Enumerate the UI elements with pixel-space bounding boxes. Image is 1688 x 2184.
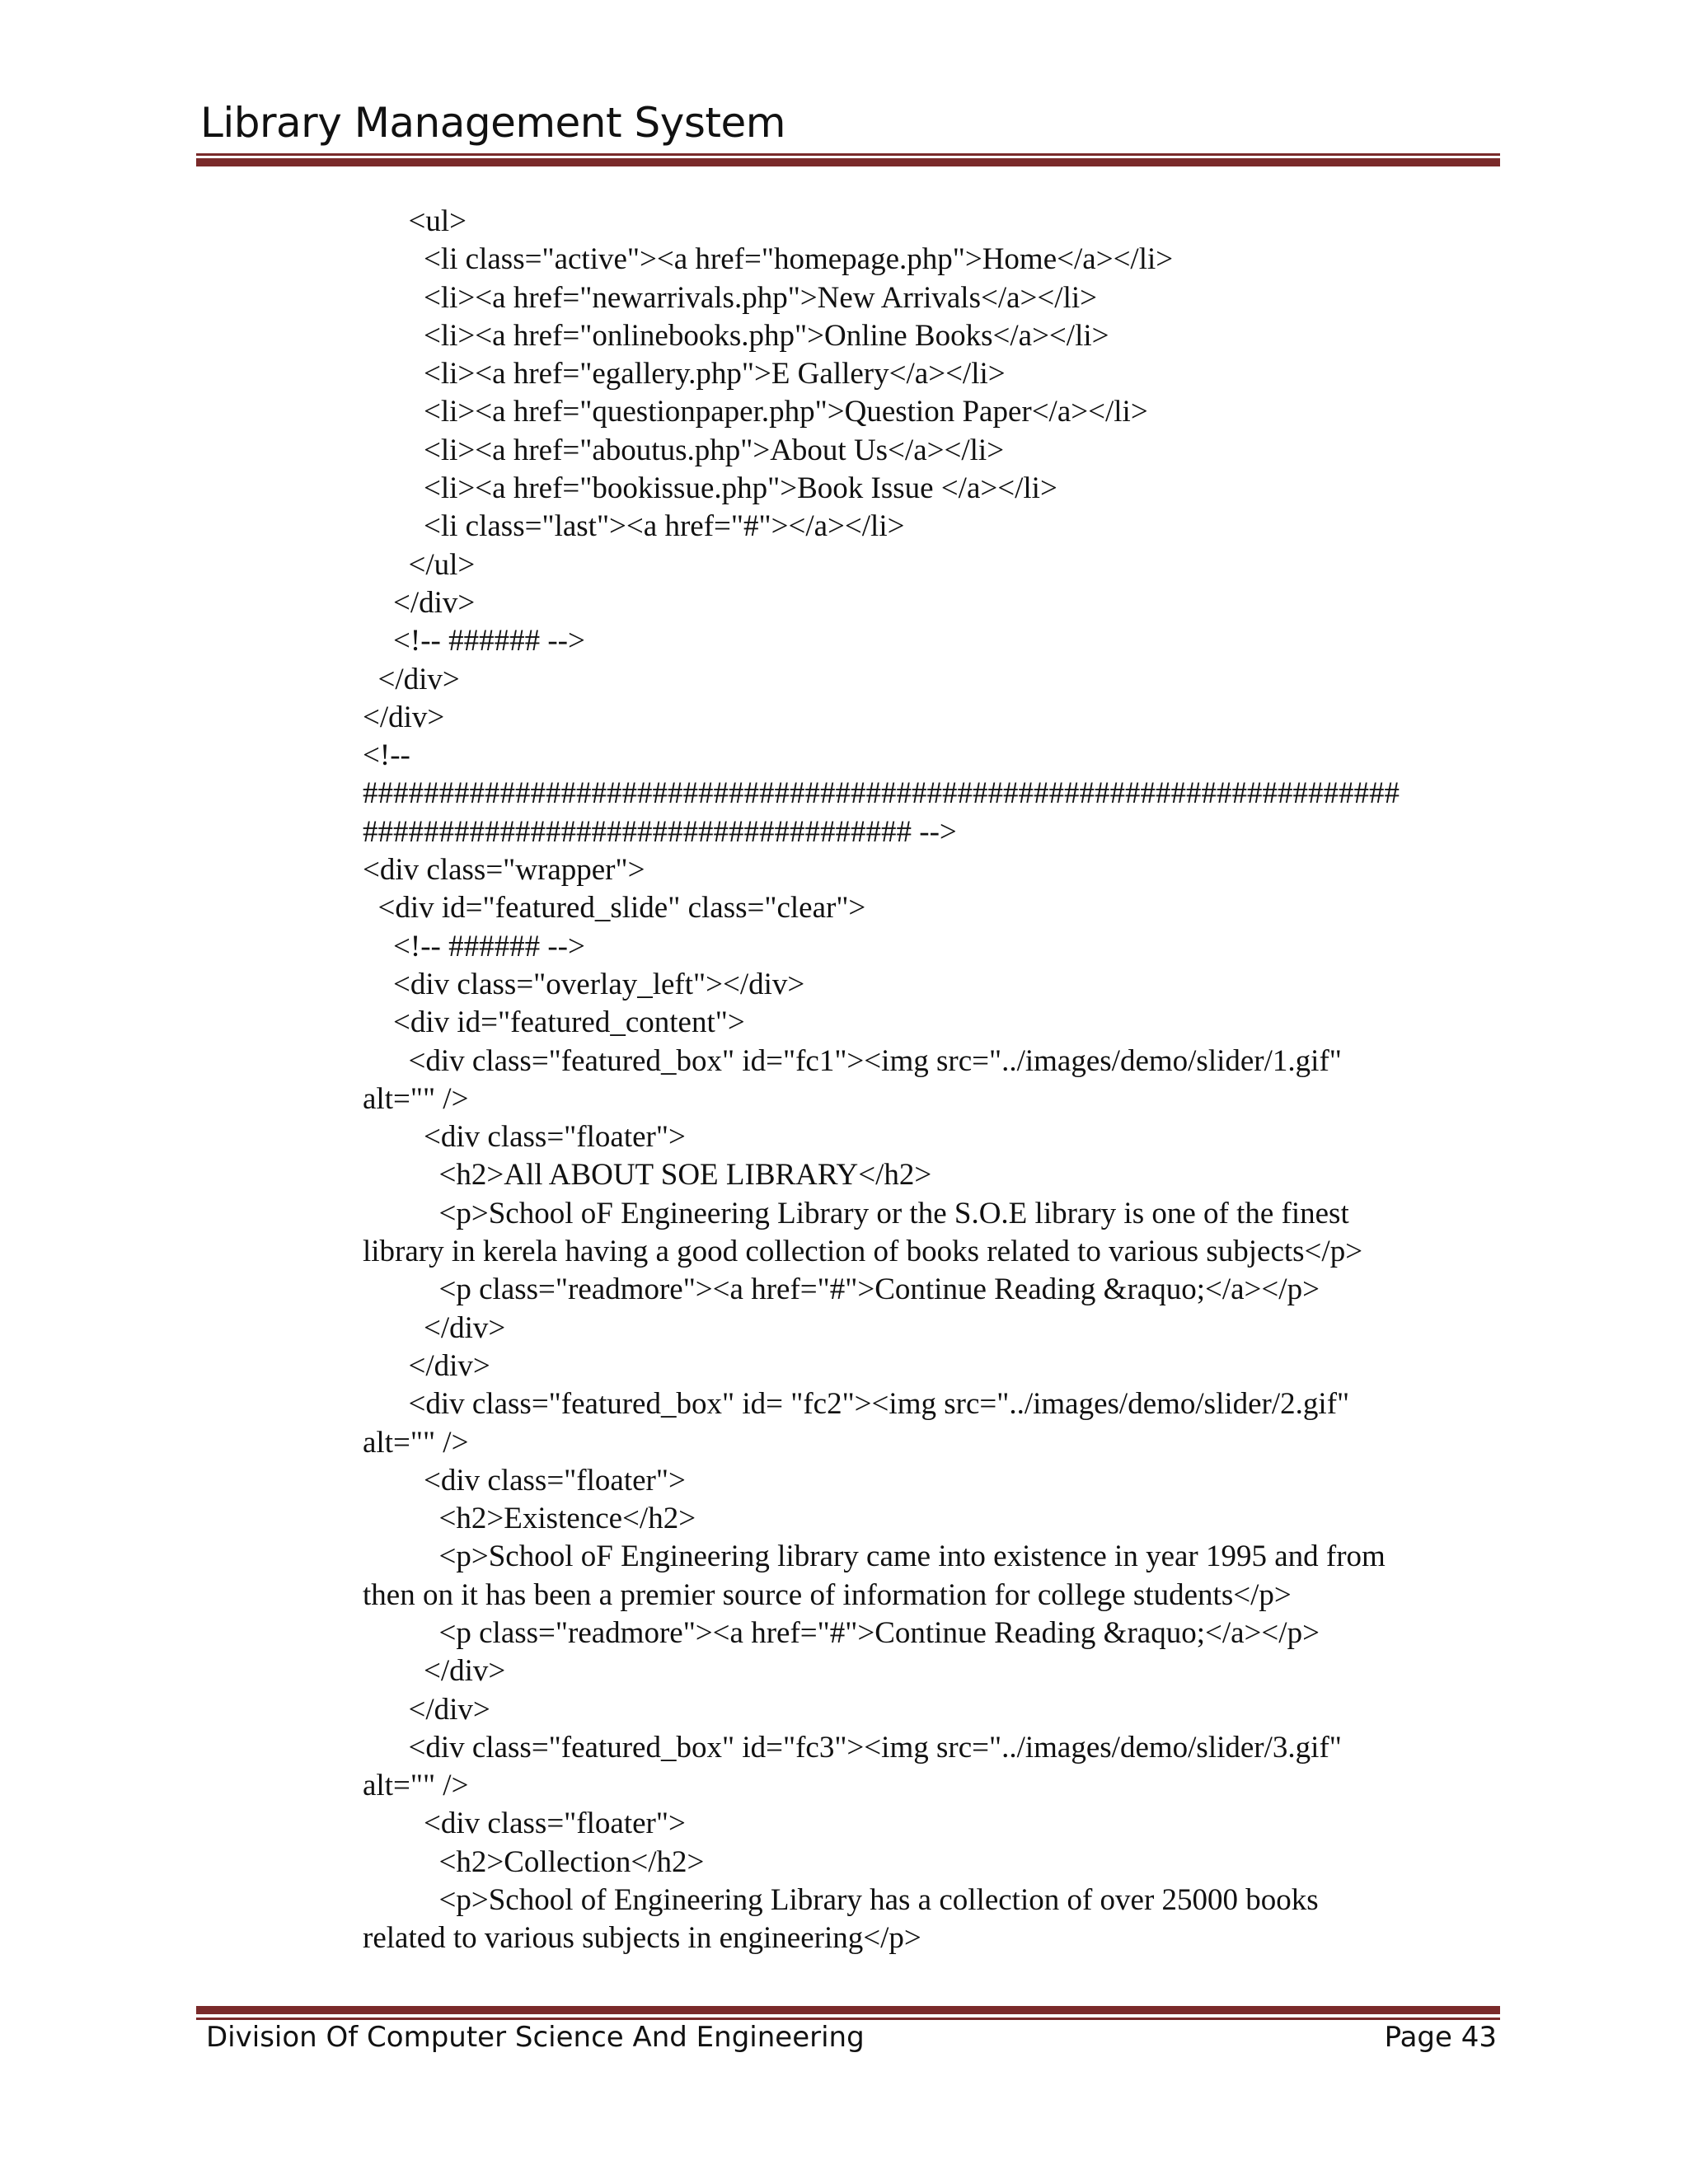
code-line: <li class="last"><a href="#"></a></li> [363, 509, 905, 544]
code-line: <li><a href="egallery.php">E Gallery</a></li> [363, 357, 1006, 391]
code-line: <li><a href="aboutus.php">About Us</a></li> [363, 433, 1005, 467]
code-line: <div class="wrapper"> [363, 853, 645, 888]
code-line: <h2>Collection</h2> [363, 1844, 705, 1879]
code-listing [363, 203, 1500, 1958]
header-rule-thin [196, 153, 1500, 156]
code-line: <li class="active"><a href="homepage.php">Home</a></li> [363, 242, 1174, 277]
code-line: <div class="featured_box" id="fc3"><img src="../images/demo/slider/3.gif" [363, 1730, 1342, 1765]
code-line: <li><a href="questionpaper.php">Question Paper</a></li> [363, 395, 1148, 429]
code-line: <p>School of Engineering Library has a collection of over 25000 books [363, 1883, 1319, 1918]
code-line: </div> [363, 662, 460, 696]
code-line: <div class="overlay_left"></div> [363, 967, 805, 1001]
header-rule-thick [196, 158, 1500, 166]
code-line: <p>School oF Engineering library came into existence in year 1995 and from [363, 1540, 1386, 1574]
code-line: <li><a href="bookissue.php">Book Issue </a></li> [363, 471, 1057, 506]
code-line: #################################################################### [363, 776, 1400, 811]
code-line: </div> [363, 700, 445, 734]
code-line: <div class="featured_box" id= "fc2"><img src="../images/demo/slider/2.gif" [363, 1387, 1350, 1422]
code-line: </div> [363, 585, 476, 620]
code-line: related to various subjects in engineering</p> [363, 1921, 921, 1956]
code-line: <div class="floater"> [363, 1463, 686, 1497]
code-line: <div class="floater"> [363, 1120, 686, 1155]
code-line: <div class="featured_box" id="fc1"><img src="../images/demo/slider/1.gif" [363, 1043, 1342, 1078]
code-line: <div class="floater"> [363, 1807, 686, 1841]
code-line: <!-- ###### --> [363, 929, 585, 963]
code-line: <div id="featured_slide" class="clear"> [363, 891, 866, 926]
code-line: <p class="readmore"><a href="#">Continue Reading &raquo;</a></p> [363, 1615, 1320, 1650]
code-line: alt="" /> [363, 1769, 469, 1803]
code-line: library in kerela having a good collection of books related to various subjects</p> [363, 1235, 1363, 1269]
code-line: <p>School oF Engineering Library or the S.O.E library is one of the finest [363, 1196, 1349, 1230]
code-line: alt="" /> [363, 1081, 469, 1116]
code-line: <li><a href="newarrivals.php">New Arrivals</a></li> [363, 280, 1097, 315]
code-line: <p class="readmore"><a href="#">Continue Reading &raquo;</a></p> [363, 1272, 1320, 1307]
footer-rule-thin [196, 2018, 1500, 2020]
code-line: </div> [363, 1654, 506, 1689]
code-line: <li><a href="onlinebooks.php">Online Books</a></li> [363, 318, 1109, 353]
code-line: then on it has been a premier source of information for college students</p> [363, 1577, 1292, 1612]
code-line: <div id="featured_content"> [363, 1005, 745, 1040]
page-header-title: Library Management System [200, 99, 785, 147]
code-line: </ul> [363, 547, 476, 582]
footer-department: Division Of Computer Science And Engineering [206, 2021, 865, 2054]
code-line: </div> [363, 1692, 490, 1727]
code-line: <h2>Existence</h2> [363, 1502, 696, 1536]
code-line: <ul> [363, 204, 467, 238]
code-line: <!-- [363, 738, 410, 773]
code-line: <h2>All ABOUT SOE LIBRARY</h2> [363, 1158, 932, 1193]
code-line: </div> [363, 1348, 490, 1383]
code-line: </div> [363, 1310, 506, 1345]
code-line: <!-- ###### --> [363, 624, 585, 658]
code-line: #################################### --> [363, 814, 957, 849]
footer-rule-thick [196, 2006, 1500, 2014]
footer-page-number: Page 43 [1384, 2021, 1497, 2054]
code-line: alt="" /> [363, 1425, 469, 1460]
